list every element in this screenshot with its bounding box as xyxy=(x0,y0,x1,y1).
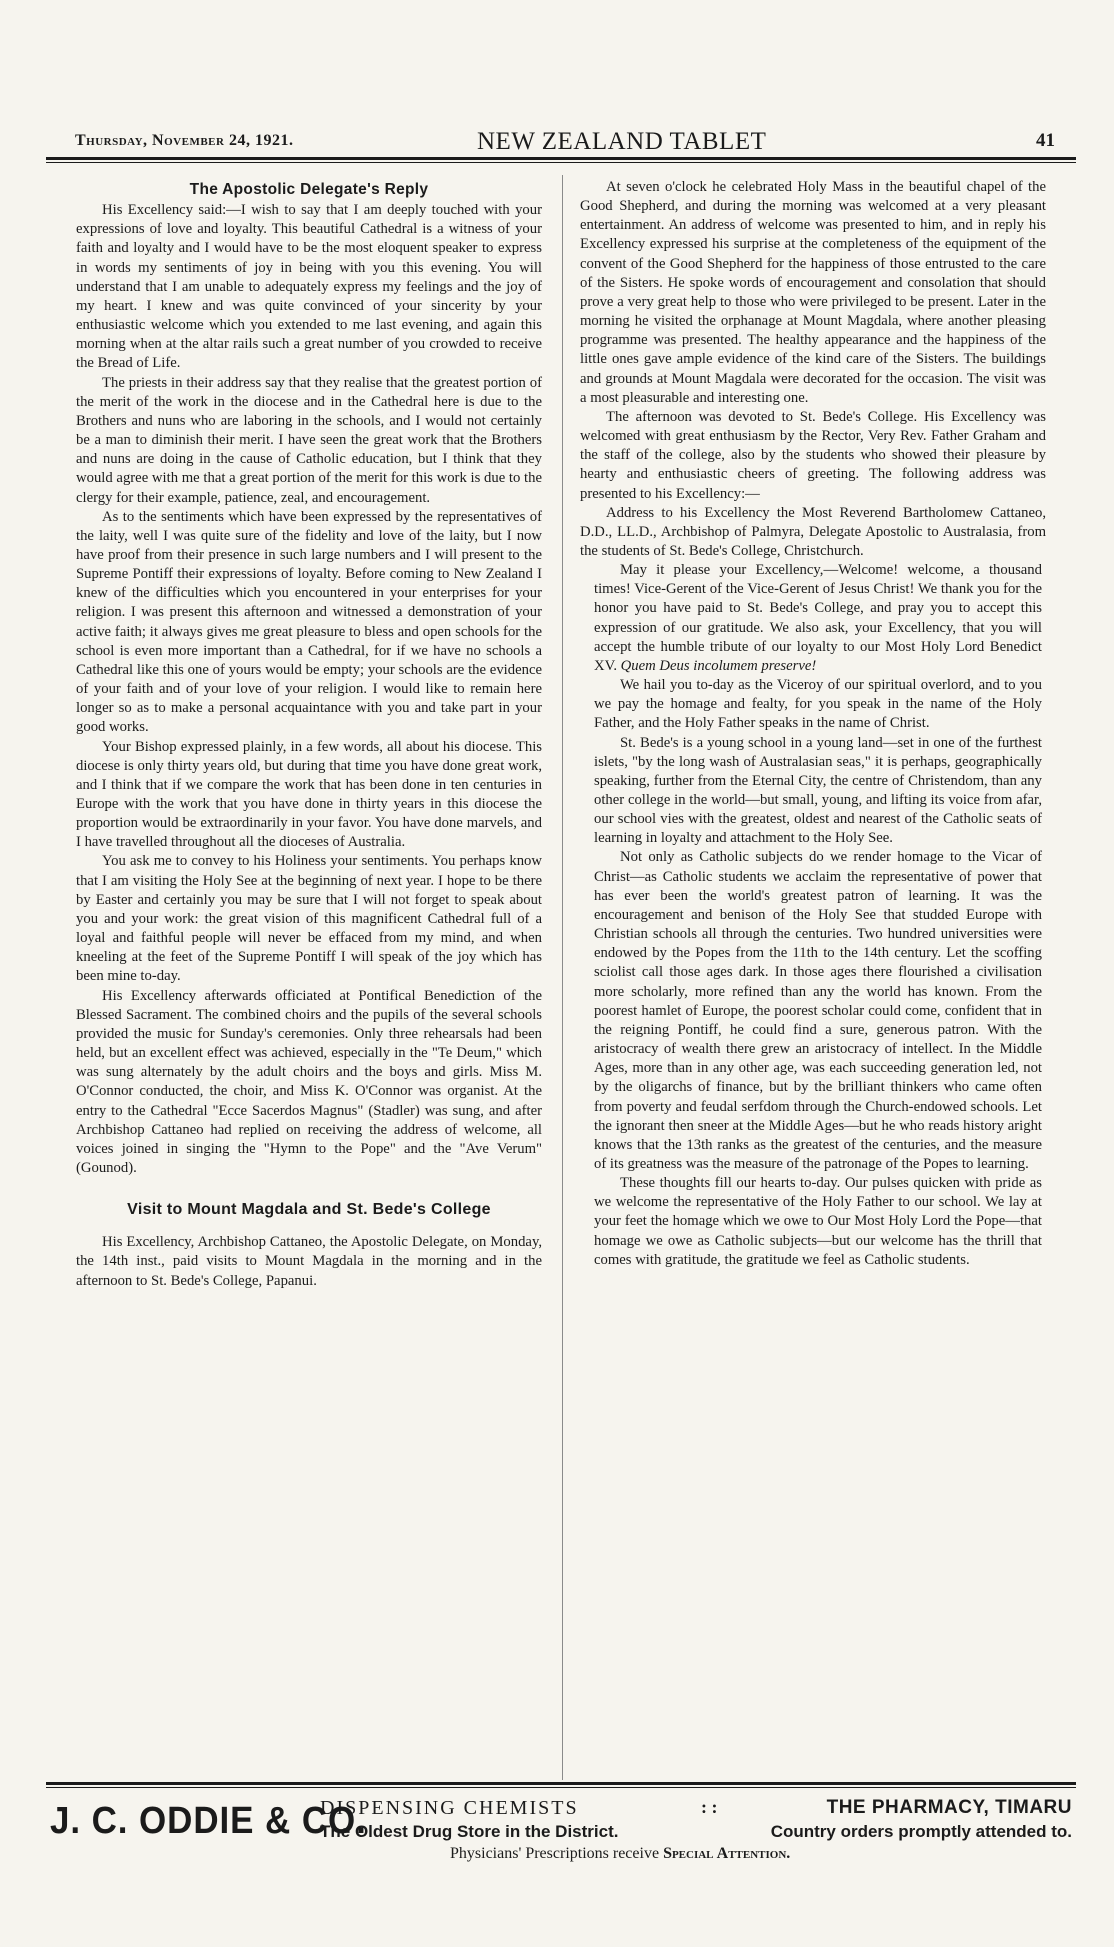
section-heading-visit: Visit to Mount Magdala and St. Bede's College xyxy=(127,1201,491,1219)
footer-rule-thick xyxy=(46,1782,1076,1785)
right-column xyxy=(580,178,1046,1270)
article-paragraph: At seven o'clock he celebrated Holy Mass in the beautiful chapel of the Good Shepherd, and during the morning was welcomed at a very pleasant entertainment. An address of welcome was presented to him, and in reply his Excellency expressed his surprise at the completeness of the equipment of the convent of the Good Shepherd for the happiness of those entrusted to the care of the Sisters. He spoke words of encouragement and consolation that should prove a very great help to those who were privileged to be present. Later in the morning he visited the orphanage at Mount Magdala, where another pleasing programme was presented. The healthy appearance and the happiness of the little ones gave ample evidence of the kind care of the Sisters. The buildings and grounds at Mount Magdala were decorated for the occasion. The visit was a most pleasurable and interesting one. xyxy=(580,179,1046,406)
article-paragraph: His Excellency said:—I wish to say that I am deeply touched with your expressions of love and loyalty. This beautiful Cathedral is a witness of your faith and loyalty and I would have to be the most eloquent speaker to express in words my sentiments of joy in being with you this evening. You will understand that I am unable to adequately express my feelings and the joy of my heart. I knew and was quite convinced of your sincerity by your enthusiastic welcome which you extended to me last evening, and again this morning when at the altar rails such a great number of you crowded to receive the Bread of Life. xyxy=(76,202,542,372)
page-number: 41 xyxy=(1036,130,1055,151)
address-paragraph: Not only as Catholic subjects do we render homage to the Vicar of Christ—as Catholic students we acclaim the representative of power that has ever been the world's greatest patron of learning. It was the encouragement and benison of the Holy See that studded Europe with Christian schools all through the centuries. Two hundred universities were endowed by the Popes from the 11th to the 14th century. Let the scoffing sciolist call those ages dark. In those ages there flourished a civilisation more scholarly, more refined than any the world has known. From the poorest hamlet of Europe, the poorest scholar could come, confident that in the reigning Pontiff, he could find a sure, generous patron. With the aristocracy of wealth there grew an aristocracy of intellect. In the Middle Ages, more than in any other age, was each succeeding generation led, not by the oligarchs of finance, but by the brilliant thinkers who came often from poverty and feudal serfdom through the Church-endowed schools. Let the ignorant then sneer at the Middle Ages—but he who reads history aright knows that the 13th ranks as the greatest of the centuries, and the measure of its greatness was the measure of the patronage of the Popes to learning. xyxy=(594,849,1042,1172)
issue-date: Thursday, November 24, 1921. xyxy=(75,132,294,149)
section-heading-reply: The Apostolic Delegate's Reply xyxy=(189,181,429,198)
article-paragraph: His Excellency, Archbishop Cattaneo, the Apostolic Delegate, on Monday, the 14th inst., paid visits to Mount Magdala in the morning and in the afternoon to St. Bede's College, Papanui. xyxy=(76,1234,542,1289)
masthead-title: NEW ZEALAND TABLET xyxy=(477,128,767,155)
ad-brand-name: J. C. ODDIE & CO. xyxy=(50,1800,367,1842)
address-paragraph xyxy=(580,561,1046,676)
left-column xyxy=(76,178,542,1291)
ad-prescriptions-text: Physicians' Prescriptions receive xyxy=(450,1845,660,1862)
article-paragraph: The priests in their address say that they realise that the greatest portion of the merit of the work in the diocese and in the Cathedral here is due to the Brothers and nuns who are laboring in the schools, and I would not certainly be a man to diminish their merit. I have seen the great work that the Brothers and nuns are doing in the cause of Catholic education, but I think that they would agree with me that a great portion of the merit for this work is due to the clergy for their example, patience, zeal, and encouragement. xyxy=(76,374,542,506)
header-rule-thick xyxy=(46,157,1076,160)
ad-oldest-store: The Oldest Drug Store in the District. xyxy=(320,1822,619,1841)
footer-rule-thin xyxy=(46,1787,1076,1788)
ad-separator: : : xyxy=(701,1797,718,1817)
address-text: May it please your Excellency,—Welcome! welcome, a thousand times! Vice-Gerent of the Vice-Gerent of Jesus Christ! We thank you for the honor you have paid to St. Bede's College, and pray you to accept this expression of our gratitude. We also ask, your Excellency, that you will accept the humble tribute of our loyalty to our Most Holy Lord Benedict XV. xyxy=(594,562,1042,674)
article-paragraph: You ask me to convey to his Holiness your sentiments. You perhaps know that I am visiting the Holy See at the beginning of next year. I hope to be there by Easter and certainly you may be sure that I will not forget to speak about you and your work: the great vision of this magnificent Cathedral full of a loyal and faithful people will never be effaced from my mind, and when kneeling at the feet of the Supreme Pontiff I will speak of the joy which has been mine to-day. xyxy=(76,853,542,985)
pharmacy-advertisement xyxy=(46,1796,1076,1866)
address-paragraph: These thoughts fill our hearts to-day. Our pulses quicken with pride as we welcome the representative of the Holy Father to our school. We lay at your feet the homage which we owe to Our Most Holy Lord the Pope—that homage we owe as Catholic subjects—but our welcome has the thrill that comes with gratitude, the gratitude we feel as Catholic students. xyxy=(594,1175,1042,1268)
ad-pharmacy-location: THE PHARMACY, TIMARU xyxy=(826,1797,1072,1818)
address-heading-paragraph: Address to his Excellency the Most Reverend Bartholomew Cattaneo, D.D., LL.D., Archbishop of Palmyra, Delegate Apostolic to Australasia, from the students of St. Bede's College, Christchurch. xyxy=(580,504,1046,559)
latin-phrase: Quem Deus incolumem preserve! xyxy=(620,657,817,674)
ad-prescriptions-line xyxy=(450,1845,790,1863)
ad-dispensing-chemists: DISPENSING CHEMISTS xyxy=(320,1797,579,1819)
article-paragraph: Your Bishop expressed plainly, in a few words, all about his diocese. This diocese is only thirty years old, but during that time you have done great work, and I think that if we compare the work that has been done in ten centuries in Europe with the work that you have done in thirty years in this diocese the proportion would be extraordinarily in your favor. You have done marvels, and I have travelled throughout all the dioceses of Australia. xyxy=(76,738,542,851)
address-paragraph: We hail you to-day as the Viceroy of our spiritual overlord, and to you we pay the homage and fealty, for you speak in the name of the Holy Father, and the Holy Father speaks in the name of Christ. xyxy=(594,677,1042,732)
ad-country-orders: Country orders promptly attended to. xyxy=(770,1822,1072,1841)
page-header xyxy=(75,128,1055,158)
article-paragraph: His Excellency afterwards officiated at Pontifical Benediction of the Blessed Sacrament. The combined choirs and the pupils of the several schools provided the music for Sunday's ceremonies. Only three rehearsals had been held, but an excellent effect was achieved, especially in the "Te Deum," which was sung alternately by the adult choirs and the boys and girls. Miss M. O'Connor conducted, the choir, and Miss K. O'Connor was organist. At the entry to the Cathedral "Ecce Sacerdos Magnus" (Stadler) was sung, and after Archbishop Cattaneo had replied on receiving the address of welcome, all voices joined in singing the "Hymn to the Pope" and the "Ave Verum" (Gounod). xyxy=(76,987,542,1176)
article-paragraph: As to the sentiments which have been expressed by the representatives of the laity, well I was quite sure of the fidelity and love of the laity, but I now have proof from their presence in such large numbers and I will present to the Supreme Pontiff their expressions of loyalty. Before coming to New Zealand I knew of the difficulties which you encountered in your enterprises for your religion. I was present this afternoon and witnessed a demonstration of your active faith; it always gives me great pleasure to bless and open schools for the school is even more important than a Cathedral, for if we have no schools a Cathedral like this one of yours would be empty; your schools are the evidence of your faith and of your love of your religion. I would like to remain here longer so as to make a personal acquaintance with you and take part in your good works. xyxy=(76,508,542,736)
column-divider xyxy=(562,175,563,1780)
article-paragraph: The afternoon was devoted to St. Bede's College. His Excellency was welcomed with great enthusiasm by the Rector, Very Rev. Father Graham and the staff of the college, also by the students who showed their pleasure by hearty and enthusiastic cheers of greeting. The following address was presented to his Excellency:— xyxy=(580,408,1046,502)
header-rule-thin xyxy=(46,162,1076,163)
ad-special-attention: Special Attention. xyxy=(663,1845,791,1862)
address-paragraph: St. Bede's is a young school in a young land—set in one of the furthest islets, "by the long wash of Australasian seas," it is perhaps, geographically speaking, further from the Eternal City, the centre of Christendom, than any other college in the world—but small, young, and lifting its voice from afar, our school vies with the greatest, oldest and nearest of the Catholic seats of learning in loyalty and attachment to the Holy See. xyxy=(594,734,1042,847)
